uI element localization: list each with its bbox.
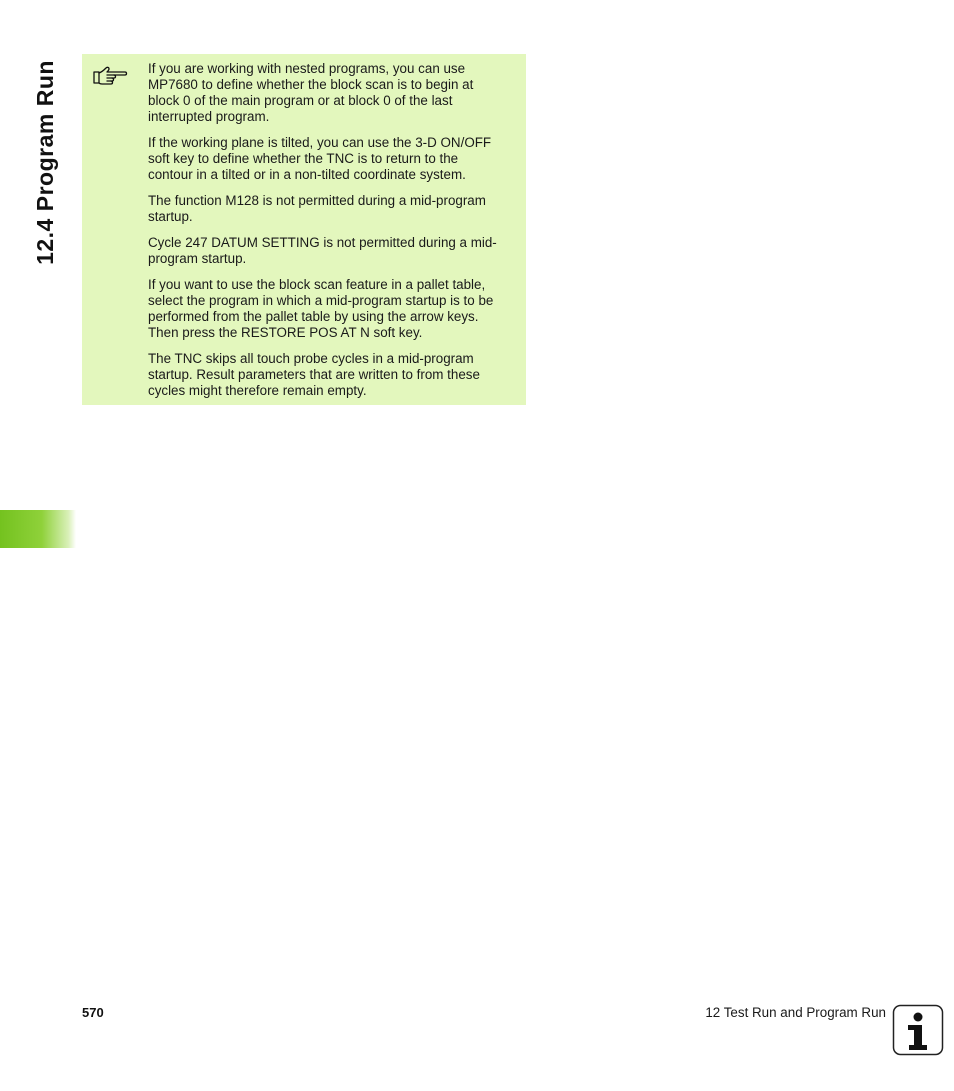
- note-paragraph: If you want to use the block scan feature in a pallet table, select the program in which a mid-program startup is to be performed from the pallet table by using the arrow keys. Then press the RESTORE POS AT N soft key.: [148, 277, 494, 340]
- note-text: [148, 61, 520, 409]
- pointing-hand-icon: [92, 64, 128, 86]
- chapter-title: 12 Test Run and Program Run: [705, 1005, 886, 1020]
- page-number: 570: [82, 1005, 104, 1020]
- note-paragraph: If the working plane is tilted, you can use the 3-D ON/OFF soft key to define whether the TNC is to return to the contour in a tilted or in a non-tilted coordinate system.: [148, 135, 492, 182]
- side-section-title: [28, 52, 62, 272]
- note-paragraph: The function M128 is not permitted during a mid-program startup.: [148, 193, 486, 224]
- note-paragraph: The TNC skips all touch probe cycles in a mid-program startup. Result parameters that are written to from these cycles might therefore remain empty.: [148, 351, 480, 398]
- side-section-title-text: 12.4 Program Run: [31, 59, 58, 265]
- note-box: [82, 54, 526, 405]
- note-paragraph: If you are working with nested programs, you can use MP7680 to define whether the block scan is to begin at block 0 of the main program or at block 0 of the last interrupted program.: [148, 61, 474, 124]
- chapter-tab-marker: [0, 510, 76, 548]
- note-paragraph: Cycle 247 DATUM SETTING is not permitted during a mid- program startup.: [148, 235, 497, 266]
- info-icon: [892, 1004, 944, 1056]
